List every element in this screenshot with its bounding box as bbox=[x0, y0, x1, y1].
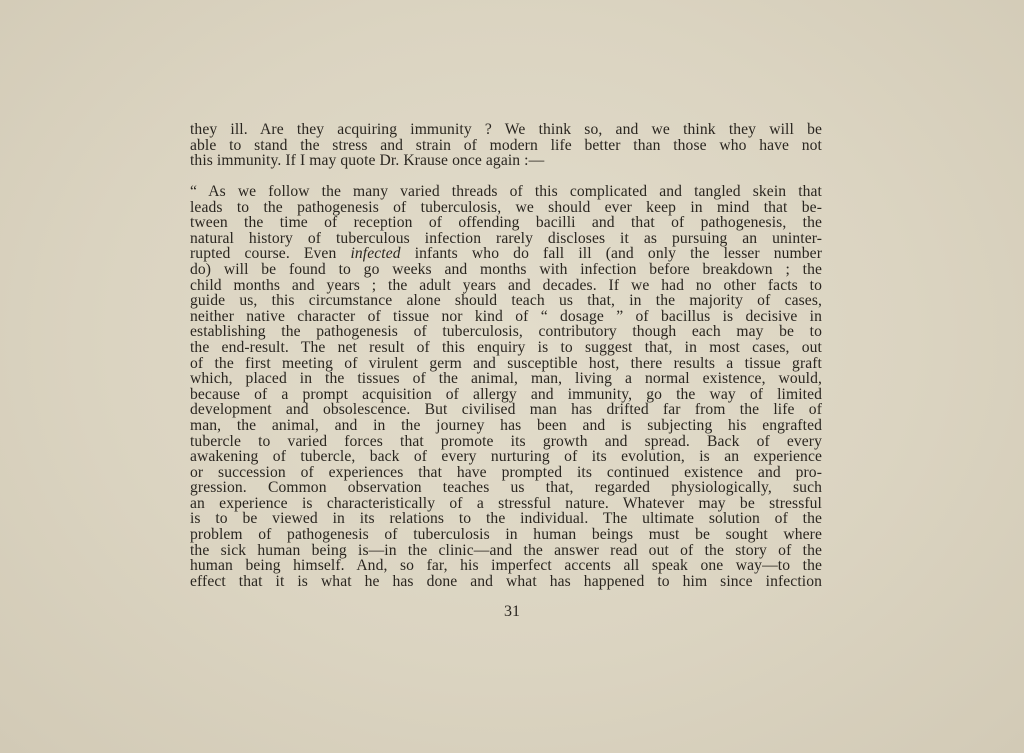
text-line: leads to the pathogenesis of tuberculosis, we should ever keep in mind that be- bbox=[190, 198, 822, 216]
text-line: development and obsolescence. But civilised man has drifted far from the life of bbox=[190, 401, 822, 419]
text-line: child months and years ; the adult years and decades. If we had no other facts to bbox=[190, 276, 822, 294]
text-line: guide us, this circumstance alone should teach us that, in the majority of cases, bbox=[190, 292, 822, 310]
page-number: 31 bbox=[504, 603, 520, 620]
text-line: neither native character of tissue nor kind of “ dosage ” of bacillus is decisive in bbox=[190, 307, 822, 325]
italic-word: infected bbox=[350, 245, 401, 263]
text-line: gression. Common observation teaches us that, regarded physiologically, such bbox=[190, 479, 822, 497]
text-line: establishing the pathogenesis of tuberculosis, contributory though each may be to bbox=[190, 323, 822, 341]
text-line-with-italic bbox=[190, 246, 822, 262]
text-run: infants who do fall ill (and only the lesser number bbox=[414, 245, 822, 263]
text-line: awakening of tubercle, back of every nurturing of its evolution, is an experience bbox=[190, 448, 822, 466]
text-line: tubercle to varied forces that promote its growth and spread. Back of every bbox=[190, 432, 822, 450]
text-line: or succession of experiences that have prompted its continued existence and pro- bbox=[190, 463, 822, 481]
text-line: the sick human being is—in the clinic—and the answer read out of the story of the bbox=[190, 541, 822, 559]
text-line: an experience is characteristically of a stressful nature. Whatever may be stressful bbox=[190, 494, 822, 512]
text-line: the end-result. The net result of this enquiry is to suggest that, in most cases, out bbox=[190, 338, 822, 356]
paragraph-quotation bbox=[190, 184, 822, 589]
text-line: effect that it is what he has done and what has happened to him since infection bbox=[190, 572, 822, 590]
text-line: “ As we follow the many varied threads of this complicated and tangled skein that bbox=[190, 183, 822, 200]
text-line: because of a prompt acquisition of allergy and immunity, go the way of limited bbox=[190, 385, 822, 403]
text-line: which, placed in the tissues of the animal, man, living a normal existence, would, bbox=[190, 370, 822, 388]
text-line: they ill. Are they acquiring immunity ? We think so, and we think they will be bbox=[190, 121, 822, 138]
text-line: tween the time of reception of offending bacilli and that of pathogenesis, the bbox=[190, 214, 822, 232]
paragraph-intro bbox=[190, 122, 822, 169]
text-line: man, the animal, and in the journey has been and is subjecting his engrafted bbox=[190, 416, 822, 434]
text-line: do) will be found to go weeks and months with infection before breakdown ; the bbox=[190, 260, 822, 278]
text-line: problem of pathogenesis of tuberculosis in human beings must be sought where bbox=[190, 526, 822, 544]
text-run: rupted course. Even bbox=[190, 245, 337, 263]
text-line: natural history of tuberculous infection rarely discloses it as pursuing an uninter- bbox=[190, 229, 822, 247]
text-line: is to be viewed in its relations to the individual. The ultimate solution of the bbox=[190, 510, 822, 528]
text-line: this immunity. If I may quote Dr. Krause once again :— bbox=[190, 152, 545, 170]
text-line: of the first meeting of virulent germ and susceptible host, there results a tissue graft bbox=[190, 354, 822, 372]
text-line: human being himself. And, so far, his imperfect accents all speak one way—to the bbox=[190, 557, 822, 575]
text-line: able to stand the stress and strain of modern life better than those who have not bbox=[190, 136, 822, 154]
